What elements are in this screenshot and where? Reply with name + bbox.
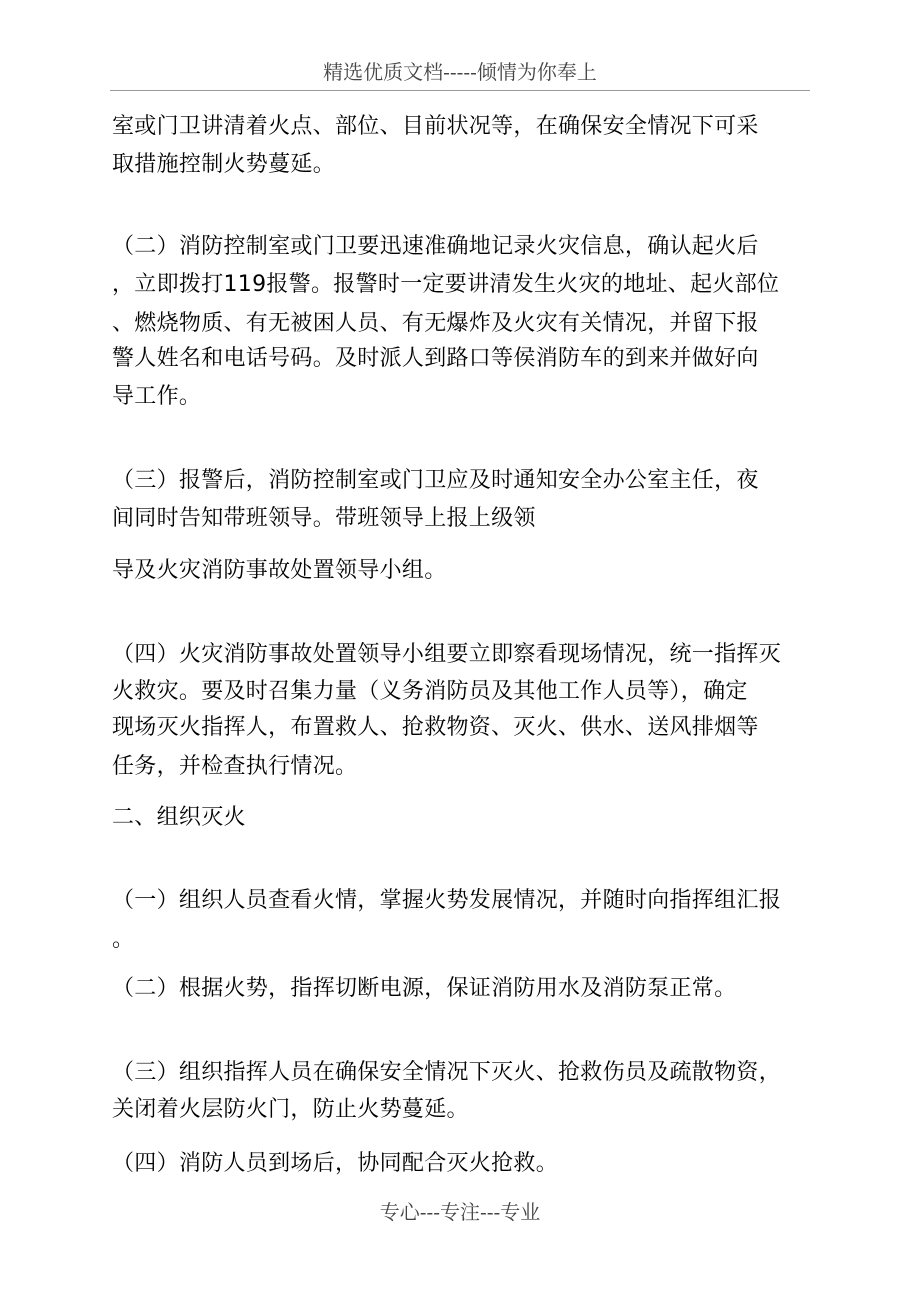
body-line: 室或门卫讲清着火点、部位、目前状况等，在确保安全情况下可采 <box>112 114 759 139</box>
body-line: （四）火灾消防事故处置领导小组要立即察看现场情况，统一指挥灭 <box>112 642 782 667</box>
body-line: （二）根据火势，指挥切断电源，保证消防用水及消防泵正常。 <box>112 976 737 1001</box>
page-header: 精选优质文档-----倾情为你奉上 <box>323 60 597 84</box>
body-line: 导及火灾消防事故处置领导小组。 <box>112 558 447 583</box>
body-line: 间同时告知带班领导。带班领导上报上级领 <box>112 506 536 531</box>
body-line: 。 <box>112 927 135 952</box>
body-line: （三）报警后，消防控制室或门卫应及时通知安全办公室主任，夜 <box>112 468 759 493</box>
body-line: 火救灾。要及时召集力量（义务消防员及其他工作人员等），确定 <box>112 679 748 704</box>
body-line: 警人姓名和电话号码。及时派人到路口等侯消防车的到来并做好向 <box>112 346 759 371</box>
body-line: 任务，并检查执行情况。 <box>112 754 358 779</box>
body-line: （一）组织人员查看火情，掌握火势发展情况，并随时向指挥组汇报 <box>112 888 782 913</box>
body-line: 、燃烧物质、有无被困人员、有无爆炸及火灾有关情况，并留下报 <box>112 311 759 336</box>
body-line: 关闭着火层防火门，防止火势蔓延。 <box>112 1097 469 1122</box>
body-line: 取措施控制火势蔓延。 <box>112 152 336 177</box>
body-line: ，立即拨打119报警。报警时一定要讲清发生火灾的地址、起火部位 <box>112 272 780 297</box>
page-footer: 专心---专注---专业 <box>379 1200 541 1224</box>
body-line: （四）消防人员到场后，协同配合灭火抢救。 <box>112 1151 559 1176</box>
header-divider <box>110 90 810 91</box>
body-line: 导工作。 <box>112 384 202 409</box>
section-heading: 二、组织灭火 <box>112 805 246 830</box>
body-line: （三）组织指挥人员在确保安全情况下灭火、抢救伤员及疏散物资， <box>112 1060 782 1085</box>
body-line: 现场灭火指挥人，布置救人、抢救物资、灭火、供水、送风排烟等 <box>112 715 759 740</box>
body-line: （二）消防控制室或门卫要迅速准确地记录火灾信息，确认起火后 <box>112 234 759 259</box>
